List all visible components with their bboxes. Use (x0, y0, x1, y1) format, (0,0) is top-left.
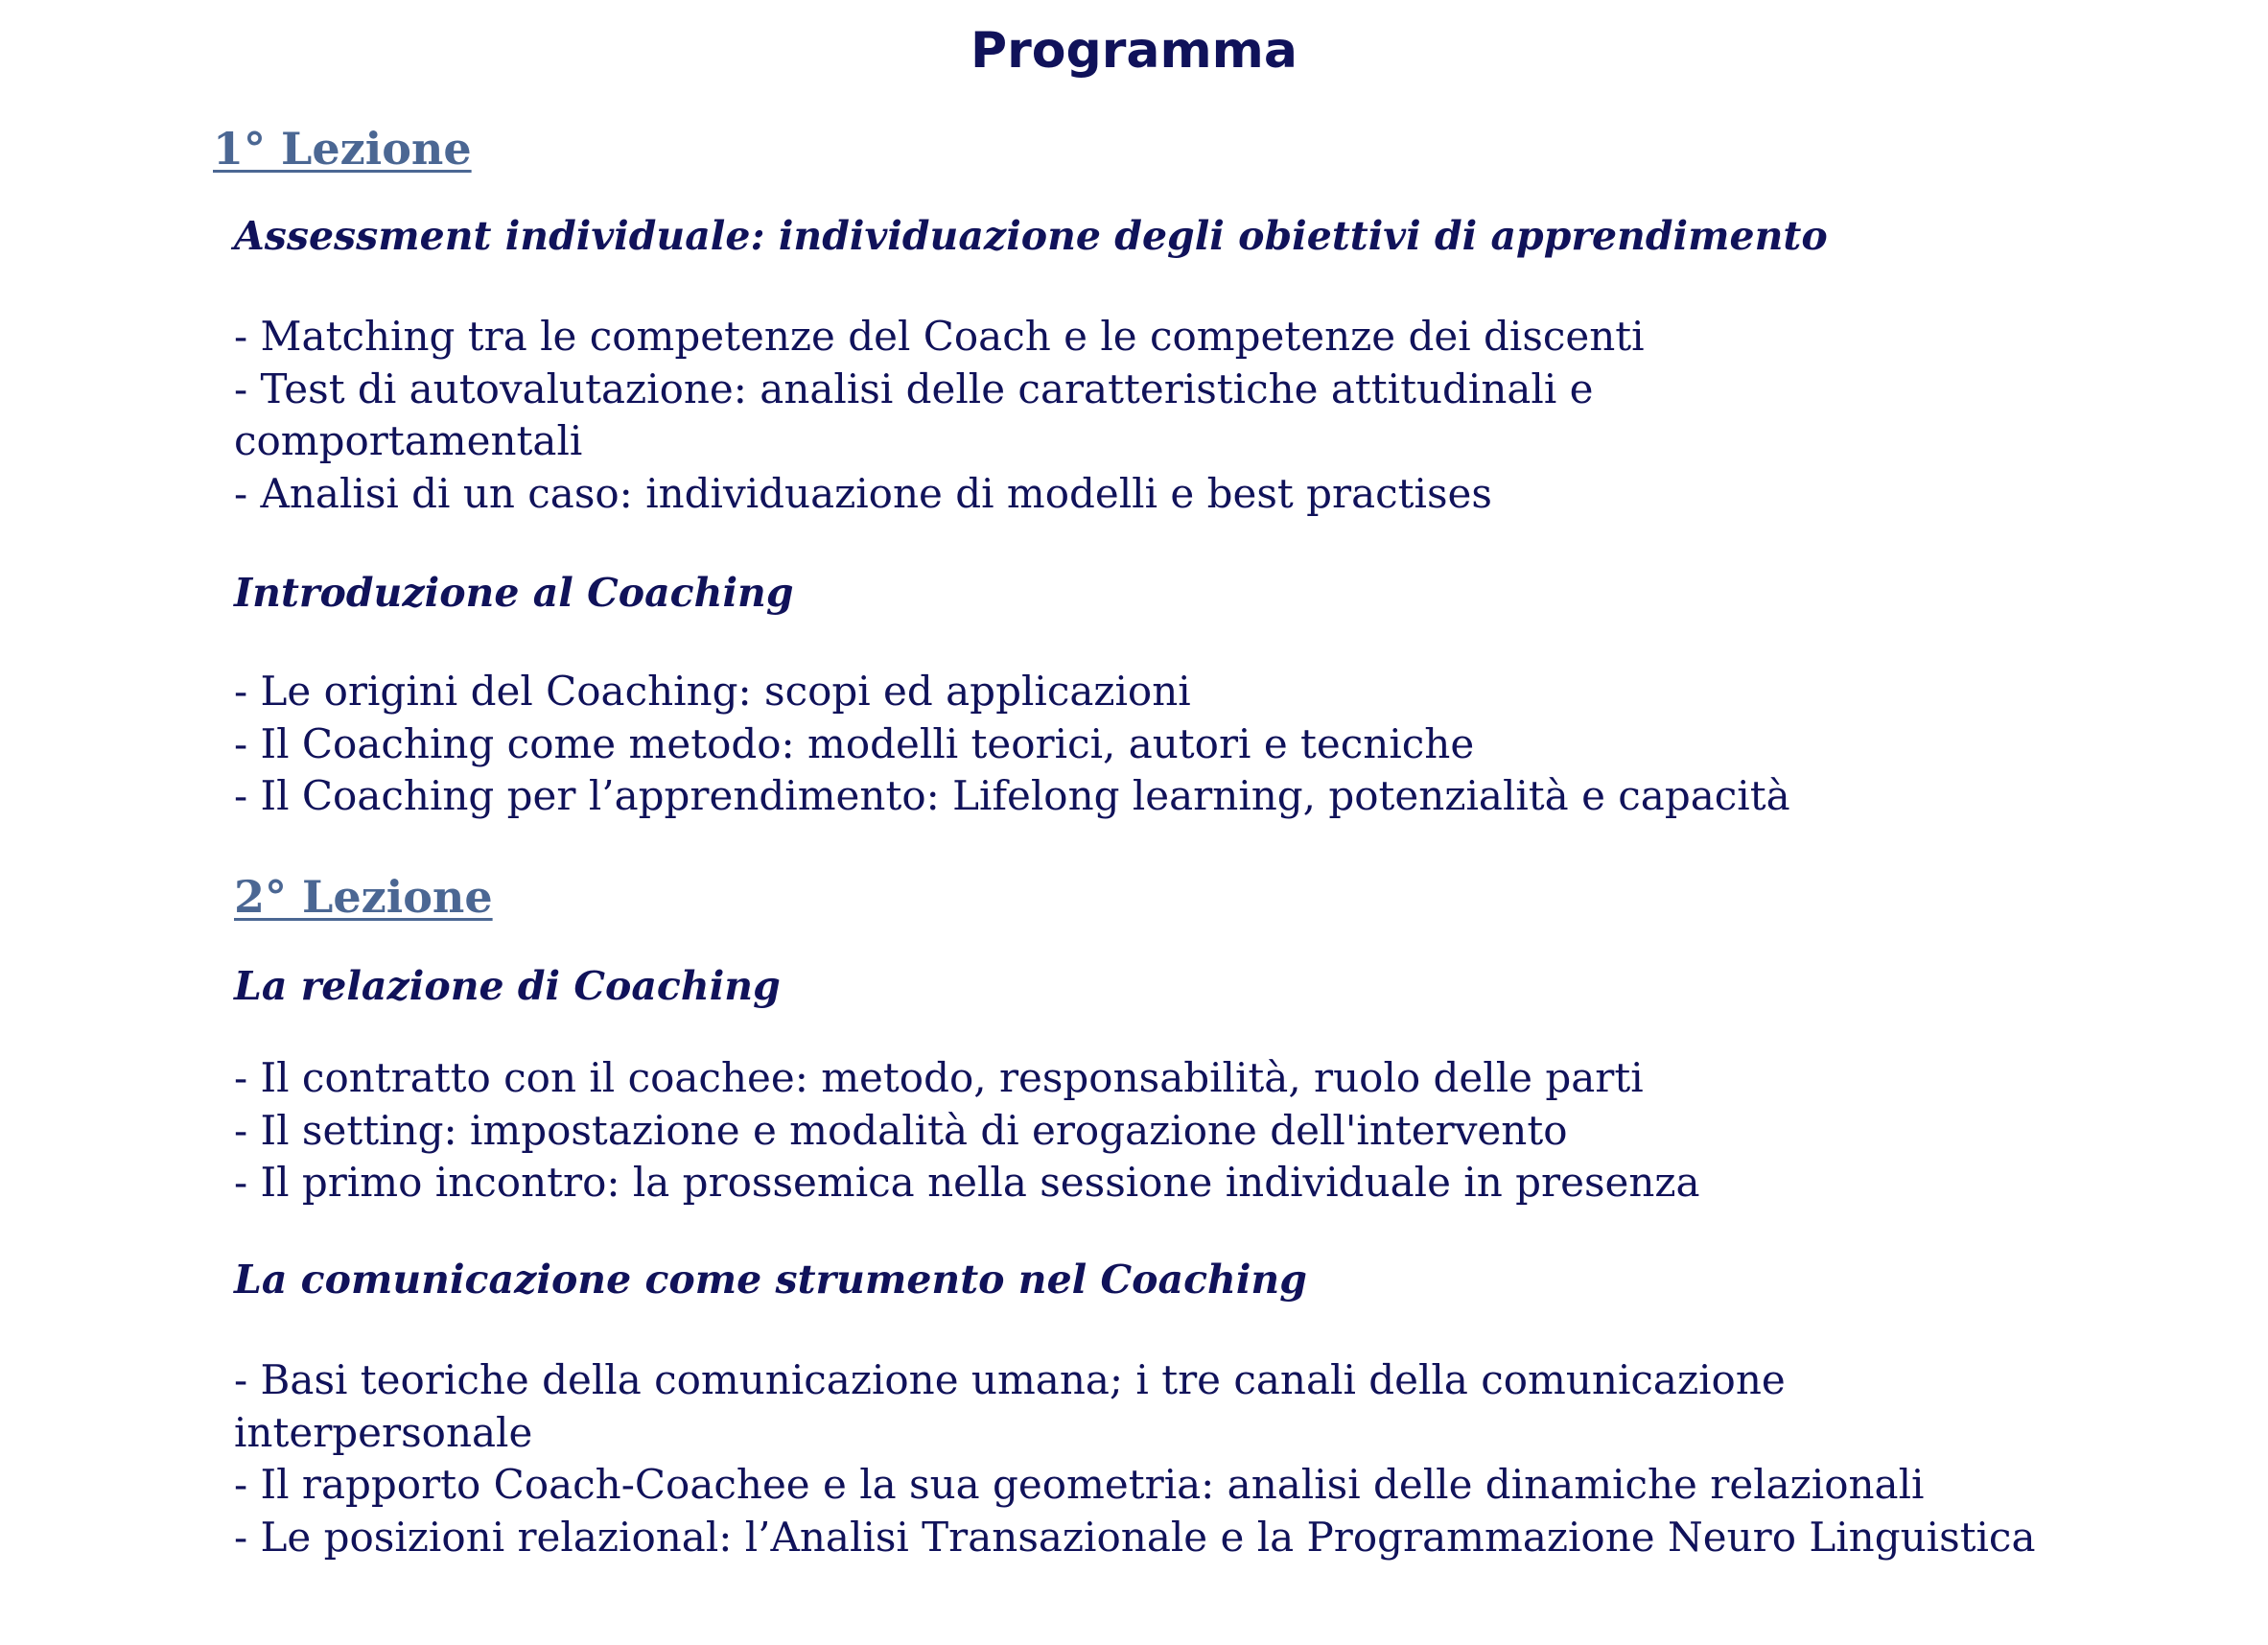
list-item: - Basi teoriche della comunicazione umana; i tre canali della comunicazione interpersonale (234, 1356, 1786, 1456)
bullet-list-comunicazione (234, 1354, 2200, 1563)
list-item: - Analisi di un caso: individuazione di modelli e best practises (234, 469, 1492, 517)
list-item: - Il primo incontro: la prossemica nella sessione individuale in presenza (234, 1159, 1700, 1206)
list-item: - Il Coaching come metodo: modelli teorici, autori e tecniche (234, 719, 1475, 767)
list-item: - Il setting: impostazione e modalità di erogazione dell'intervento (234, 1106, 1568, 1154)
page-title: Programma (970, 22, 1298, 80)
section-title-assessment: Assessment individuale: individuazione degli obiettivi di apprendimento (234, 213, 1828, 259)
section-title-relazione: La relazione di Coaching (234, 963, 781, 1009)
lesson-heading-2: 2° Lezione (234, 871, 493, 923)
section-title-introduzione: Introduzione al Coaching (234, 570, 794, 616)
list-item: - Il rapporto Coach-Coachee e la sua geometria: analisi delle dinamiche relazionali (234, 1461, 1925, 1508)
lesson-heading-1: 1° Lezione (213, 123, 472, 175)
bullet-list-relazione (234, 1052, 2200, 1210)
bullet-list-assessment (234, 311, 2200, 520)
bullet-list-introduzione (234, 666, 2200, 823)
list-item: - Il Coaching per l’apprendimento: Lifelong learning, potenzialità e capacità (234, 772, 1790, 819)
section-title-comunicazione: La comunicazione come strumento nel Coaching (234, 1257, 1307, 1303)
list-item: - Le posizioni relazional: l’Analisi Transazionale e la Programmazione Neuro Linguistica (234, 1513, 2036, 1561)
list-item: - Le origini del Coaching: scopi ed applicazioni (234, 668, 1191, 715)
list-item: - Il contratto con il coachee: metodo, responsabilità, ruolo delle parti (234, 1054, 1644, 1101)
list-item: - Test di autovalutazione: analisi delle caratteristiche attitudinali e comportamentali (234, 364, 1594, 464)
list-item: - Matching tra le competenze del Coach e le competenze dei discenti (234, 313, 1645, 360)
